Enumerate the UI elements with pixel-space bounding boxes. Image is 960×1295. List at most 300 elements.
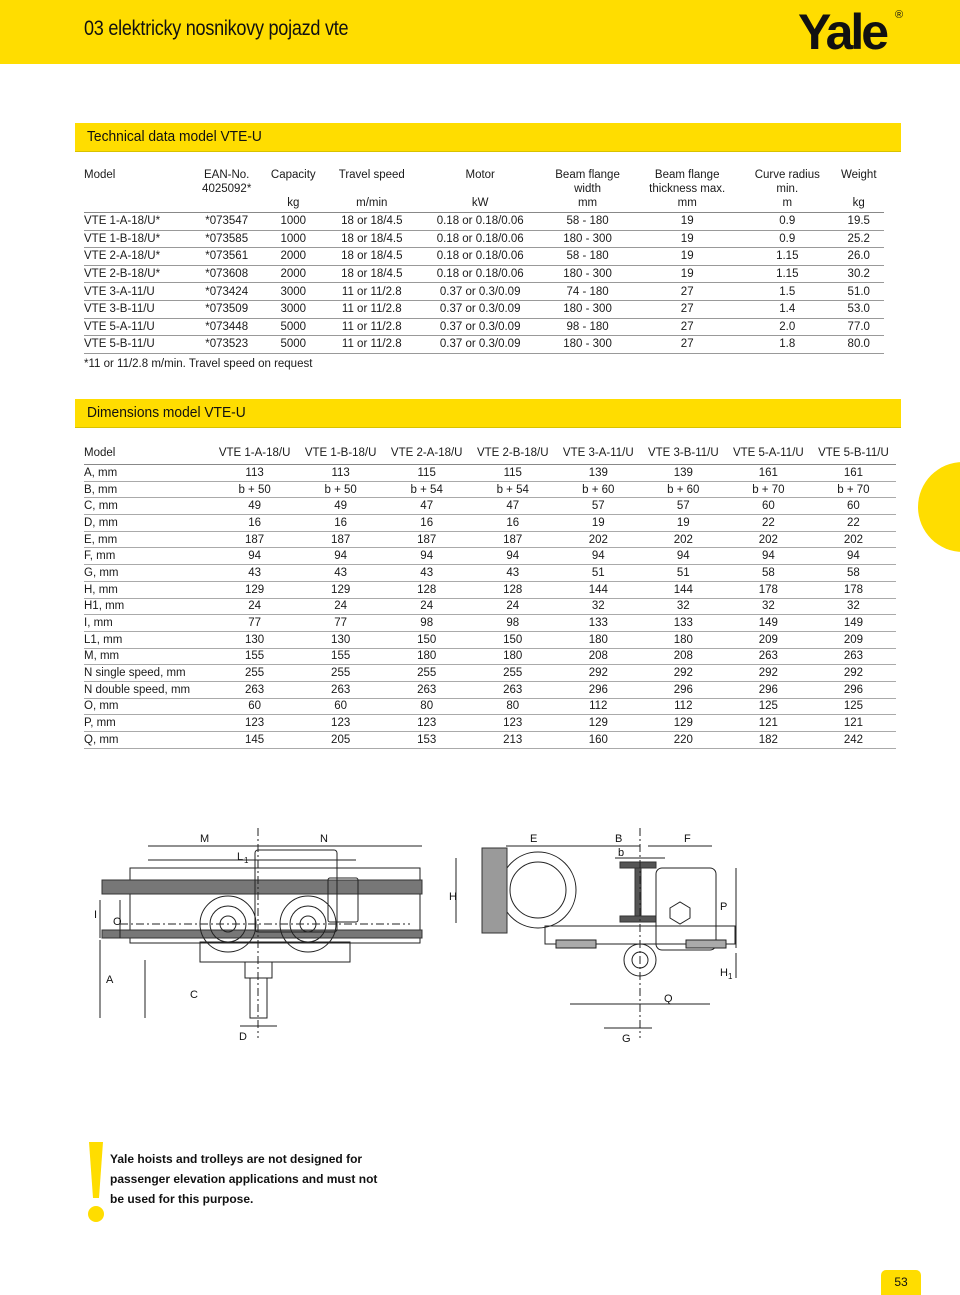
table-row (84, 698, 896, 715)
table-row (84, 300, 884, 318)
table-row (84, 336, 884, 354)
column-header-line: m/min (356, 197, 388, 209)
column-header: VTE 5-A-11/U (726, 442, 811, 465)
table-cell: 292 (641, 665, 726, 682)
warning-line: Yale hoists and trolleys are not designed for (110, 1152, 363, 1166)
column-header (633, 168, 741, 213)
label-a: A (106, 974, 114, 986)
label-g: G (622, 1033, 631, 1045)
table-cell: 3000 (262, 283, 325, 301)
table-cell: 1000 (262, 213, 325, 231)
table-row (84, 548, 896, 565)
table-cell: 32 (556, 598, 641, 615)
column-header (419, 168, 542, 213)
table-cell: 19 (641, 515, 726, 532)
table-cell: 115 (470, 465, 556, 482)
table-cell: 0.18 or 0.18/0.06 (419, 213, 542, 231)
table-cell: 139 (556, 465, 641, 482)
table-cell: b + 60 (641, 481, 726, 498)
table-cell: 94 (726, 548, 811, 565)
table-cell: *073585 (192, 230, 262, 248)
table-cell: 77 (212, 615, 298, 632)
table-cell: 98 (384, 615, 470, 632)
table-cell: 121 (726, 715, 811, 732)
table-cell: 94 (811, 548, 896, 565)
table-cell: 60 (726, 498, 811, 515)
dimensions-section-title: Dimensions model VTE-U (87, 404, 246, 421)
table-cell: I, mm (84, 615, 212, 632)
table-cell: 153 (384, 732, 470, 749)
table-cell: C, mm (84, 498, 212, 515)
table-cell: 220 (641, 732, 726, 749)
table-cell: b + 54 (384, 481, 470, 498)
table-cell: 30.2 (833, 265, 884, 283)
table-cell: 202 (556, 531, 641, 548)
table-cell: 0.9 (741, 230, 833, 248)
table-cell: H1, mm (84, 598, 212, 615)
table-cell: 94 (641, 548, 726, 565)
table-cell: 263 (470, 681, 556, 698)
table-cell: 0.18 or 0.18/0.06 (419, 265, 542, 283)
table-cell: 213 (470, 732, 556, 749)
warning-line: passenger elevation applications and must not (110, 1172, 378, 1186)
table-cell: 128 (384, 581, 470, 598)
table-cell: b + 60 (556, 481, 641, 498)
table-cell: M, mm (84, 648, 212, 665)
table-cell: 123 (384, 715, 470, 732)
label-m: M (200, 833, 210, 845)
column-header: VTE 5-B-11/U (811, 442, 896, 465)
table-cell: 263 (298, 681, 384, 698)
label-p: P (720, 901, 728, 913)
table-cell: 27 (633, 283, 741, 301)
table-cell: 19.5 (833, 213, 884, 231)
table-cell: N double speed, mm (84, 681, 212, 698)
table-cell: 112 (556, 698, 641, 715)
table-cell: 1.8 (741, 336, 833, 354)
label-h1: H (720, 967, 728, 979)
table-cell: b + 54 (470, 481, 556, 498)
table-cell: 133 (556, 615, 641, 632)
label-n: N (320, 833, 328, 845)
table-cell: 263 (811, 648, 896, 665)
table-cell: 149 (726, 615, 811, 632)
column-header-line: Travel speed (338, 169, 405, 181)
table-cell: 43 (212, 565, 298, 582)
table-cell: VTE 5-B-11/U (84, 336, 192, 354)
table-cell: 51 (556, 565, 641, 582)
label-b-upper: B (615, 833, 623, 845)
page-number: 53 (881, 1270, 921, 1295)
table-cell: 0.18 or 0.18/0.06 (419, 248, 542, 266)
table-cell: 32 (726, 598, 811, 615)
label-i: I (94, 909, 98, 921)
table-cell: 2000 (262, 265, 325, 283)
column-header-line: m (782, 197, 793, 209)
table-cell: 43 (470, 565, 556, 582)
trolley-side-plate (200, 942, 350, 962)
table-row (84, 465, 896, 482)
motor-cover (482, 848, 507, 933)
table-cell: 24 (470, 598, 556, 615)
table-cell: 208 (556, 648, 641, 665)
table-cell: 77 (298, 615, 384, 632)
table-cell: 24 (212, 598, 298, 615)
column-header-line: Capacity (270, 169, 316, 181)
table-cell: 112 (641, 698, 726, 715)
table-cell: 292 (726, 665, 811, 682)
beam-side-view (102, 880, 422, 894)
beam-flange-top (620, 862, 656, 868)
column-header-line: kg (852, 197, 865, 209)
table-cell: 27 (633, 318, 741, 336)
table-cell: 51.0 (833, 283, 884, 301)
column-header-line (419, 182, 542, 196)
table-cell: 180 - 300 (542, 336, 634, 354)
column-header-line (325, 182, 419, 196)
table-cell: 149 (811, 615, 896, 632)
table-cell: 150 (470, 631, 556, 648)
table-cell: 180 (641, 631, 726, 648)
table-cell: 58 - 180 (542, 213, 634, 231)
table-cell: N single speed, mm (84, 665, 212, 682)
table-cell: 130 (212, 631, 298, 648)
table-row (84, 213, 884, 231)
label-f: F (684, 833, 691, 845)
table-header-row (84, 168, 884, 213)
column-header-line: thickness max. (649, 183, 726, 195)
table-cell: 129 (556, 715, 641, 732)
table-row (84, 498, 896, 515)
column-header: VTE 1-A-18/U (212, 442, 298, 465)
warning-exclamation-icon (86, 1140, 106, 1224)
table-cell: 161 (726, 465, 811, 482)
dimensions-table (84, 442, 896, 749)
table-header-row (84, 442, 896, 465)
label-d: D (239, 1031, 247, 1043)
table-cell: Q, mm (84, 732, 212, 749)
dimensions-section-header (75, 399, 901, 428)
table-cell: 26.0 (833, 248, 884, 266)
table-cell: VTE 3-A-11/U (84, 283, 192, 301)
table-cell: *073509 (192, 300, 262, 318)
table-cell: 296 (641, 681, 726, 698)
table-cell: 22 (726, 515, 811, 532)
table-cell: 18 or 18/4.5 (325, 230, 419, 248)
table-cell: 11 or 11/2.8 (325, 300, 419, 318)
column-header (833, 168, 884, 213)
table-cell: 125 (811, 698, 896, 715)
table-row (84, 565, 896, 582)
table-cell: 49 (212, 498, 298, 515)
document-title: 03 elektricky nosnikovy pojazd vte (84, 17, 349, 40)
table-cell: 2.0 (741, 318, 833, 336)
table-row (84, 248, 884, 266)
table-cell: 296 (811, 681, 896, 698)
table-cell: 77.0 (833, 318, 884, 336)
table-cell: 98 (470, 615, 556, 632)
label-l1-sub: 1 (244, 856, 249, 865)
table-cell: D, mm (84, 515, 212, 532)
table-cell: G, mm (84, 565, 212, 582)
column-header (192, 168, 262, 213)
table-cell: 263 (384, 681, 470, 698)
table-cell: 121 (811, 715, 896, 732)
table-cell: *073448 (192, 318, 262, 336)
table-cell: 16 (298, 515, 384, 532)
table-cell: 27 (633, 300, 741, 318)
table-cell: 161 (811, 465, 896, 482)
table-cell: 123 (212, 715, 298, 732)
table-cell: 19 (556, 515, 641, 532)
table-row (84, 265, 884, 283)
table-cell: 129 (298, 581, 384, 598)
table-cell: 60 (298, 698, 384, 715)
column-header-line: Beam flange (654, 169, 720, 181)
table-cell: A, mm (84, 465, 212, 482)
table-cell: *073561 (192, 248, 262, 266)
table-cell: 209 (811, 631, 896, 648)
column-header (84, 168, 192, 213)
table-row (84, 283, 884, 301)
column-header-line: width (574, 183, 601, 195)
label-o: O (113, 916, 122, 928)
table-cell: VTE 1-A-18/U* (84, 213, 192, 231)
table-cell: 11 or 11/2.8 (325, 336, 419, 354)
table-cell: L1, mm (84, 631, 212, 648)
label-b-lower: b (618, 847, 625, 859)
column-header-line: mm (677, 197, 697, 209)
table-cell: b + 70 (811, 481, 896, 498)
table-cell: 2000 (262, 248, 325, 266)
column-header: VTE 3-A-11/U (556, 442, 641, 465)
column-header: VTE 1-B-18/U (298, 442, 384, 465)
table-cell: 180 (556, 631, 641, 648)
table-cell: 5000 (262, 336, 325, 354)
table-cell: 255 (470, 665, 556, 682)
label-h: H (449, 891, 457, 903)
table-cell: 202 (726, 531, 811, 548)
table-cell: 3000 (262, 300, 325, 318)
table-cell: 296 (556, 681, 641, 698)
table-cell: 11 or 11/2.8 (325, 318, 419, 336)
table-cell: 180 (384, 648, 470, 665)
table-cell: 255 (298, 665, 384, 682)
table-cell: 205 (298, 732, 384, 749)
table-cell: 180 - 300 (542, 265, 634, 283)
column-header: Model (84, 442, 212, 465)
table-row (84, 515, 896, 532)
table-cell: 43 (298, 565, 384, 582)
table-cell: 0.37 or 0.3/0.09 (419, 283, 542, 301)
table-cell: 19 (633, 248, 741, 266)
beam-flange-bottom (620, 916, 656, 922)
table-row (84, 531, 896, 548)
table-cell: 0.18 or 0.18/0.06 (419, 230, 542, 248)
technical-section-title: Technical data model VTE-U (87, 128, 262, 145)
table-cell: 94 (384, 548, 470, 565)
table-cell: 292 (811, 665, 896, 682)
table-cell: 123 (470, 715, 556, 732)
table-cell: 58 - 180 (542, 248, 634, 266)
column-header-line: Model (84, 169, 116, 181)
table-cell: P, mm (84, 715, 212, 732)
table-cell: 58 (811, 565, 896, 582)
table-cell: 202 (811, 531, 896, 548)
table-cell: 16 (470, 515, 556, 532)
table-cell: *073424 (192, 283, 262, 301)
table-cell: VTE 3-B-11/U (84, 300, 192, 318)
column-header-line (84, 182, 192, 196)
table-cell: 1000 (262, 230, 325, 248)
column-header-line: Motor (465, 169, 495, 181)
table-row (84, 631, 896, 648)
table-cell: 125 (726, 698, 811, 715)
table-cell: 150 (384, 631, 470, 648)
table-cell: VTE 5-A-11/U (84, 318, 192, 336)
table-cell: F, mm (84, 548, 212, 565)
table-cell: 144 (556, 581, 641, 598)
table-cell: 128 (470, 581, 556, 598)
column-header-line: kW (471, 197, 489, 209)
column-header-line (833, 182, 884, 196)
label-q: Q (664, 993, 673, 1005)
warning-line: be used for this purpose. (110, 1192, 254, 1206)
table-cell: 155 (298, 648, 384, 665)
table-cell: VTE 1-B-18/U* (84, 230, 192, 248)
table-cell: 16 (212, 515, 298, 532)
table-cell: 5000 (262, 318, 325, 336)
technical-footnote: *11 or 11/2.8 m/min. Travel speed on request (84, 358, 313, 370)
table-cell: 209 (726, 631, 811, 648)
table-cell: 255 (384, 665, 470, 682)
table-cell: 43 (384, 565, 470, 582)
trolley-technical-drawing (80, 828, 760, 1058)
table-cell: 19 (633, 265, 741, 283)
table-cell: 133 (641, 615, 726, 632)
table-cell: 1.15 (741, 265, 833, 283)
table-row (84, 318, 884, 336)
table-cell: 60 (811, 498, 896, 515)
table-cell: B, mm (84, 481, 212, 498)
column-header-line: Curve radius (754, 169, 820, 181)
table-cell: 51 (641, 565, 726, 582)
table-cell: 129 (641, 715, 726, 732)
table-cell: 47 (470, 498, 556, 515)
table-cell: *073547 (192, 213, 262, 231)
table-row (84, 715, 896, 732)
column-header-line: Beam flange (555, 169, 620, 181)
table-cell: 160 (556, 732, 641, 749)
table-cell: 0.37 or 0.3/0.09 (419, 300, 542, 318)
table-cell: 94 (212, 548, 298, 565)
table-cell: 57 (556, 498, 641, 515)
label-c: C (190, 989, 198, 1001)
table-cell: 18 or 18/4.5 (325, 248, 419, 266)
technical-data-table (84, 168, 884, 354)
table-cell: 242 (811, 732, 896, 749)
table-cell: 208 (641, 648, 726, 665)
table-cell: 22 (811, 515, 896, 532)
table-cell: 263 (726, 648, 811, 665)
table-cell: 80 (384, 698, 470, 715)
table-cell: 180 - 300 (542, 300, 634, 318)
table-cell: 57 (641, 498, 726, 515)
table-cell: 11 or 11/2.8 (325, 283, 419, 301)
safety-warning (110, 1149, 410, 1209)
column-header-line (192, 196, 262, 210)
table-cell: 187 (384, 531, 470, 548)
table-row (84, 615, 896, 632)
column-header (741, 168, 833, 213)
table-cell: 94 (470, 548, 556, 565)
table-cell: 1.15 (741, 248, 833, 266)
table-cell: 74 - 180 (542, 283, 634, 301)
table-cell: 187 (470, 531, 556, 548)
table-cell: *073523 (192, 336, 262, 354)
table-cell: VTE 2-A-18/U* (84, 248, 192, 266)
table-row (84, 732, 896, 749)
table-cell: b + 70 (726, 481, 811, 498)
table-cell: *073608 (192, 265, 262, 283)
table-cell: 18 or 18/4.5 (325, 265, 419, 283)
column-header-line (84, 196, 192, 210)
table-cell: 182 (726, 732, 811, 749)
table-cell: VTE 2-B-18/U* (84, 265, 192, 283)
table-cell: 53.0 (833, 300, 884, 318)
table-cell: 27 (633, 336, 741, 354)
gearbox-front (656, 868, 716, 950)
table-cell: O, mm (84, 698, 212, 715)
table-cell: 178 (811, 581, 896, 598)
column-header: VTE 2-B-18/U (470, 442, 556, 465)
table-cell: 292 (556, 665, 641, 682)
table-cell: 255 (212, 665, 298, 682)
label-e: E (530, 833, 538, 845)
column-header-line: EAN-No. (203, 169, 250, 181)
side-tab-marker (918, 462, 960, 552)
table-cell: H, mm (84, 581, 212, 598)
table-cell: 263 (212, 681, 298, 698)
table-cell: E, mm (84, 531, 212, 548)
table-row (84, 481, 896, 498)
table-cell: 202 (641, 531, 726, 548)
table-row (84, 648, 896, 665)
table-cell: b + 50 (212, 481, 298, 498)
column-header-line: Weight (840, 169, 877, 181)
table-cell: 32 (641, 598, 726, 615)
table-cell: 80 (470, 698, 556, 715)
column-header: VTE 2-A-18/U (384, 442, 470, 465)
table-cell: 1.4 (741, 300, 833, 318)
table-cell: b + 50 (298, 481, 384, 498)
table-cell: 187 (298, 531, 384, 548)
table-cell: 144 (641, 581, 726, 598)
table-cell: 60 (212, 698, 298, 715)
table-cell: 16 (384, 515, 470, 532)
table-cell: 58 (726, 565, 811, 582)
table-cell: 0.9 (741, 213, 833, 231)
label-l1: L (237, 851, 244, 863)
yale-logo: Yale (798, 4, 887, 60)
table-row (84, 681, 896, 698)
technical-section-header (75, 123, 901, 152)
column-header (262, 168, 325, 213)
table-cell: 155 (212, 648, 298, 665)
column-header-line: min. (776, 183, 799, 195)
table-cell: 24 (298, 598, 384, 615)
table-row (84, 598, 896, 615)
